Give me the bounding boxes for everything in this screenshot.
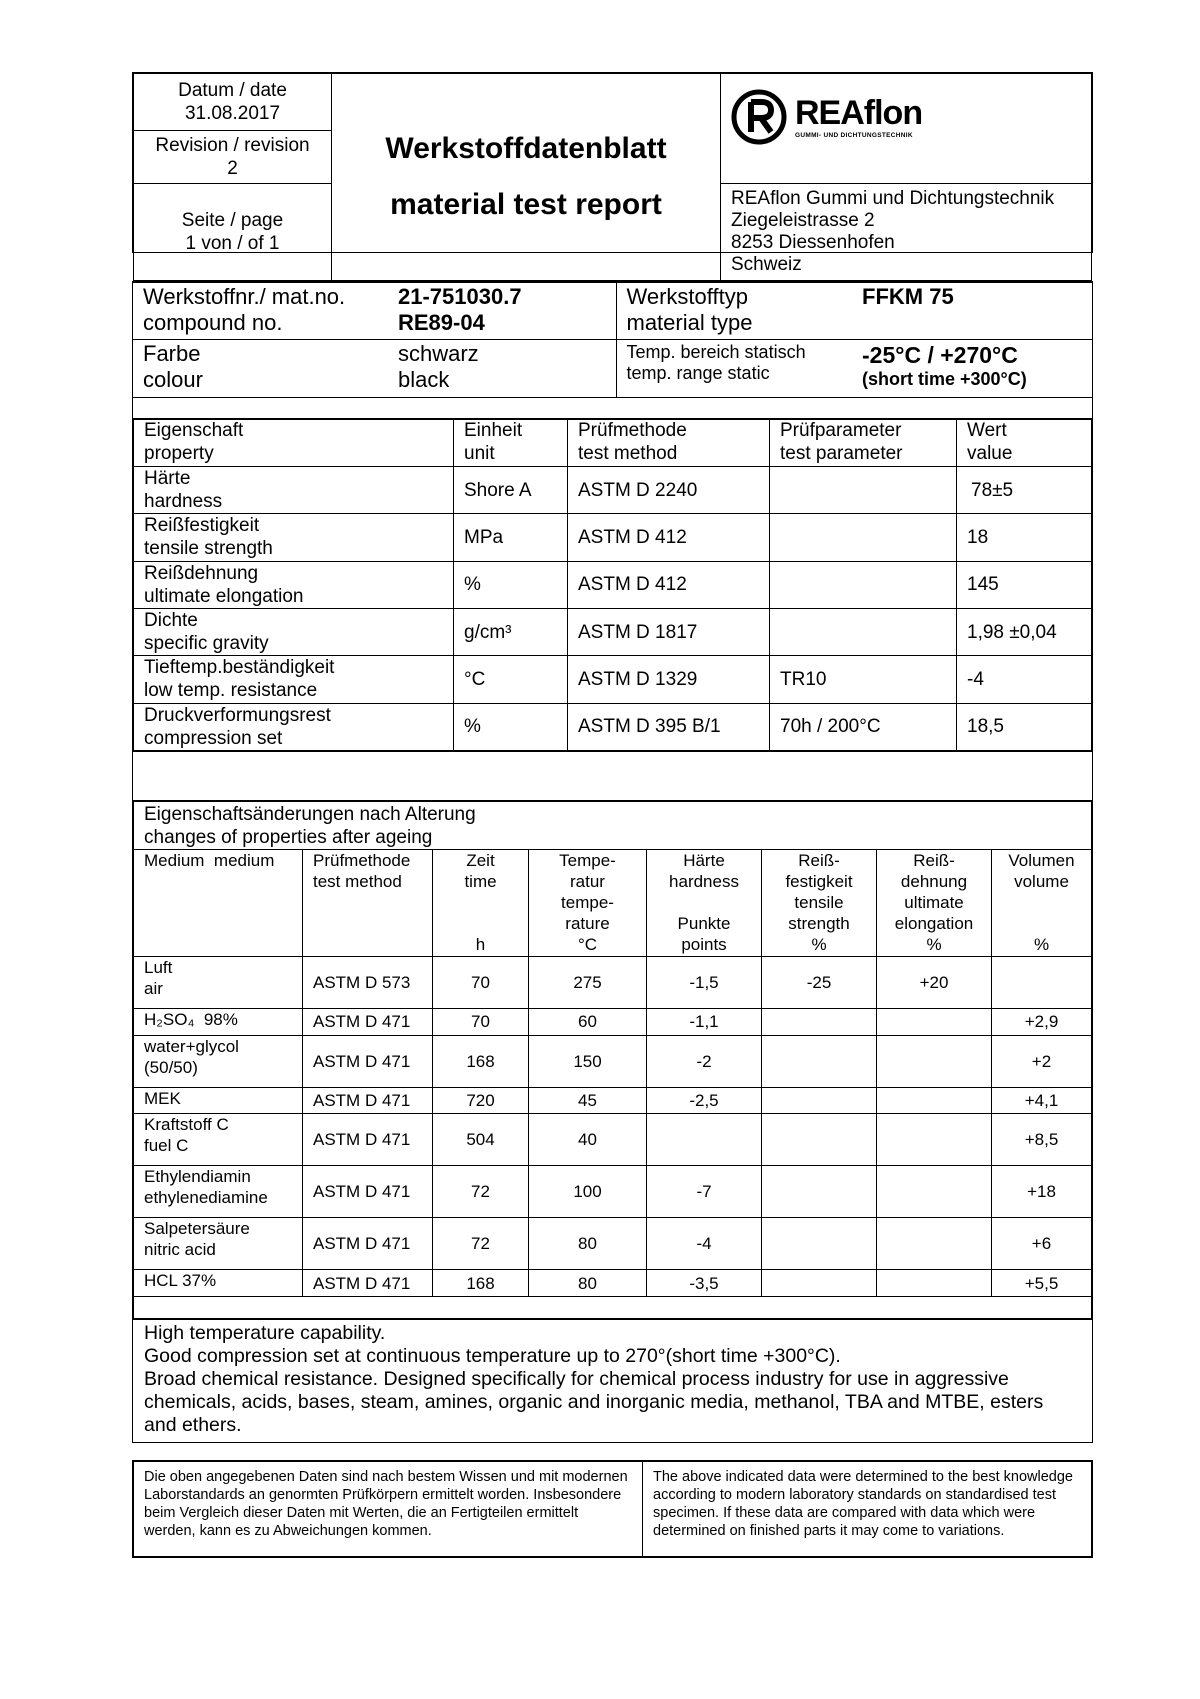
address-line: Schweiz: [731, 254, 802, 275]
spacer-row: [133, 398, 1092, 420]
table-row: Luft air ASTM D 573 70 275 -1,5 -25 +20: [134, 957, 1092, 1009]
table-row: Reißdehnung ultimate elongation % ASTM D 412 145: [134, 561, 1092, 608]
document-header: [132, 72, 1093, 275]
header-property: Eigenschaft property: [134, 419, 454, 467]
revision-cell: [134, 131, 332, 184]
header-hardness: Härte hardness Punkte points: [647, 850, 762, 957]
header-tensile: Reiß- festigkeit tensile strength %: [762, 850, 877, 957]
ageing-header-row: [134, 850, 1092, 957]
logo-cell: [721, 74, 1092, 184]
temp-label: Temp. bereich statisch temp. range static: [616, 340, 852, 398]
table-row: Reißfestigkeit tensile strength MPa ASTM D 412 18: [134, 514, 1092, 561]
ageing-title: Eigenschaftsänderungen nach Alterung changes of properties after ageing: [134, 802, 1092, 850]
logo-subtitle: GUMMI- UND DICHTUNGSTECHNIK: [795, 131, 913, 139]
title-german: Werkstoffdatenblatt: [385, 132, 667, 165]
header-temperature: Tempe- ratur tempe- rature °C: [529, 850, 647, 957]
spacer-row: [134, 1297, 1092, 1319]
page-value: 1 von / of 1: [185, 233, 280, 254]
address-line: Ziegeleistrasse 2: [731, 210, 875, 231]
header-unit: Einheit unit: [454, 419, 568, 467]
header-volume: Volumen volume %: [992, 850, 1092, 957]
material-info: [132, 281, 1093, 420]
matno-value: 21-751030.7 RE89-04: [388, 283, 616, 340]
header-method: Prüfmethode test method: [303, 850, 433, 957]
colour-label: Farbe colour: [133, 340, 388, 398]
page-cell: [134, 184, 332, 281]
address-cell: [721, 184, 1092, 281]
revision-value: 2: [227, 158, 238, 179]
table-row: Druckverformungsrest compression set % ASTM D 395 B/1 70h / 200°C 18,5: [134, 703, 1092, 750]
description-block: [132, 1318, 1093, 1443]
reaflon-emblem-icon: [731, 88, 787, 146]
title-cell: [332, 74, 721, 281]
header-parameter: Prüfparameter test parameter: [770, 419, 957, 467]
date-value: 31.08.2017: [184, 103, 281, 124]
date-cell: [134, 74, 332, 131]
table-row: Ethylendiamin ethylenediamine ASTM D 471 72 100 -7 +18: [134, 1166, 1092, 1218]
table-row: Salpetersäure nitric acid ASTM D 471 72 80 -4 +6: [134, 1218, 1092, 1270]
disclaimer-english: The above indicated data were determined to the best knowledge according to modern laboratory standards on standardised test specimen. If these data are compared with data which were determined on finished parts it may come to variations.: [643, 1462, 1092, 1557]
table-row: MEK ASTM D 471 720 45 -2,5 +4,1: [134, 1087, 1092, 1114]
description-line: Broad chemical resistance. Designed specifically for chemical process industry for use in aggressive chemicals, acids, bases, steam, amines, organic and inorganic media, methanol, TBA and MTBE, esters and ethers.: [144, 1368, 1044, 1436]
logo-wordmark: REAflon: [795, 93, 923, 132]
header-medium: Medium medium: [134, 850, 303, 957]
disclaimer-block: [132, 1460, 1093, 1558]
date-label: Datum / date: [178, 80, 287, 101]
ageing-table: [132, 800, 1093, 1320]
disclaimer-german: Die oben angegebenen Daten sind nach bestem Wissen und mit modernen Laborstandards an genormten Prüfkörpern ermittelt worden. Insbesondere beim Vergleich dieser Daten mit Werten, die an Fertigteilen ermittelt werden, kann es zu Abweichungen kommen.: [134, 1462, 643, 1557]
table-row: water+glycol (50/50) ASTM D 471 168 150 -2 +2: [134, 1035, 1092, 1087]
company-logo: [721, 74, 1091, 154]
description-line: High temperature capability.: [144, 1322, 386, 1344]
revision-label: Revision / revision: [155, 135, 310, 156]
page-label: Seite / page: [181, 210, 284, 231]
colour-value: schwarz black: [388, 340, 616, 398]
type-value: FFKM 75: [852, 283, 1092, 340]
spacer-row: [132, 751, 1093, 801]
table-row: HCL 37% ASTM D 471 168 80 -3,5 +5,5: [134, 1270, 1092, 1297]
address-line: 8253 Diessenhofen: [731, 232, 895, 253]
header-time: Zeit time h: [433, 850, 529, 957]
description-line: Good compression set at continuous temperature up to 270°(short time +300°C).: [144, 1345, 841, 1367]
type-label: Werkstofftyp material type: [616, 283, 852, 340]
temp-value: -25°C / +270°C (short time +300°C): [852, 340, 1092, 398]
table-row: H₂SO₄ 98% ASTM D 471 70 60 -1,1 +2,9: [134, 1009, 1092, 1036]
table-row: Dichte specific gravity g/cm³ ASTM D 1817 1,98 ±0,04: [134, 608, 1092, 655]
properties-header-row: [134, 419, 1092, 467]
properties-table: [132, 418, 1093, 752]
header-value: Wert value: [957, 419, 1092, 467]
address-line: REAflon Gummi und Dichtungstechnik: [731, 188, 1055, 209]
header-method: Prüfmethode test method: [568, 419, 770, 467]
table-row: Kraftstoff C fuel C ASTM D 471 504 40 +8,5: [134, 1114, 1092, 1166]
table-row: Härte hardness Shore A ASTM D 2240 78±5: [134, 467, 1092, 514]
table-row: Tieftemp.beständigkeit low temp. resistance °C ASTM D 1329 TR10 -4: [134, 656, 1092, 703]
title-english: material test report: [390, 188, 662, 221]
header-elongation: Reiß- dehnung ultimate elongation %: [877, 850, 992, 957]
matno-label: Werkstoffnr./ mat.no. compound no.: [133, 283, 388, 340]
